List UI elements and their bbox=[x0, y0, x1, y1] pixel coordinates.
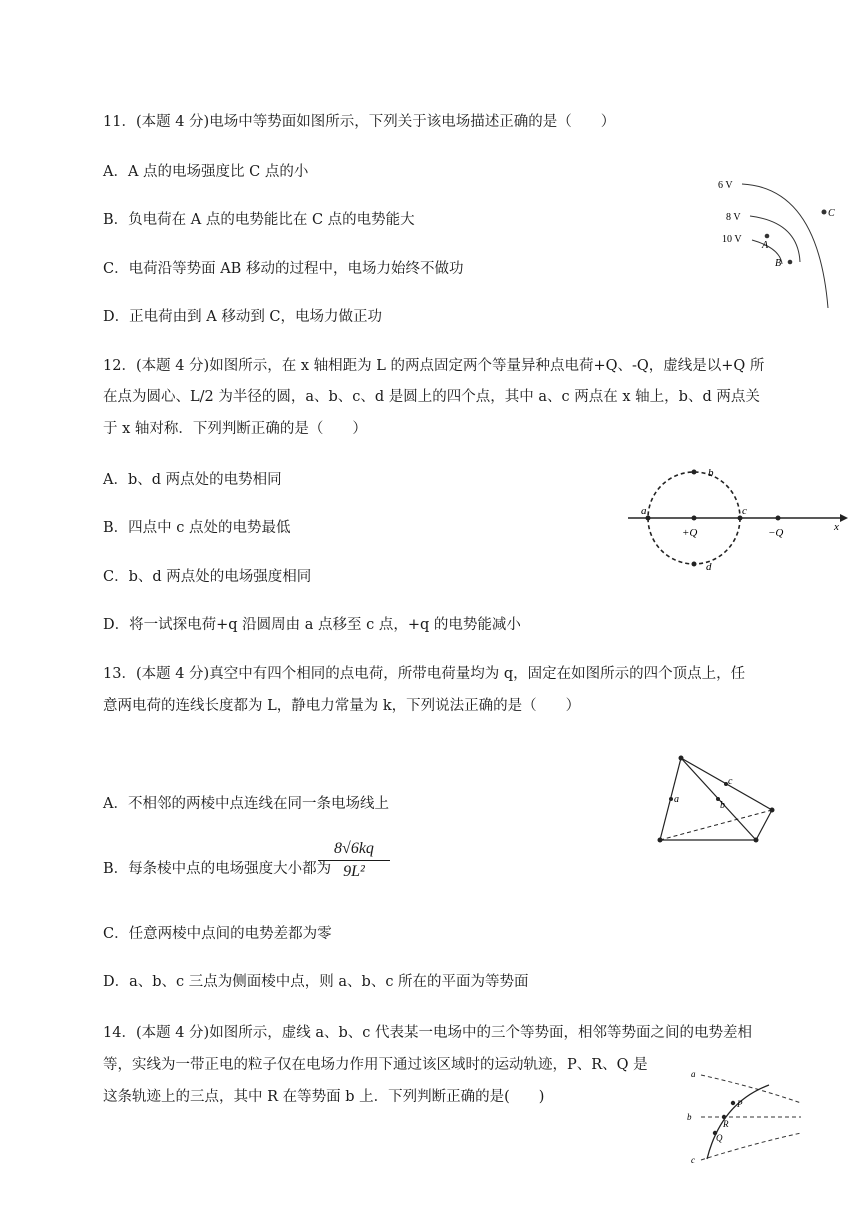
label-c: c bbox=[728, 776, 733, 787]
q13-option-b[interactable]: B．每条棱中点的电场强度大小都为 bbox=[103, 861, 332, 877]
point-b-dot bbox=[788, 260, 793, 265]
vertex-right-dot bbox=[754, 838, 759, 843]
q13-tetrahedron-figure bbox=[650, 752, 785, 852]
label-x-axis: x bbox=[834, 521, 839, 533]
q12-stem-line3: 于 x 轴对称．下列判断正确的是（ ） bbox=[103, 421, 367, 437]
q13-option-c[interactable]: C．任意两棱中点间的电势差都为零 bbox=[103, 926, 332, 942]
q11-stem: 11．(本题 4 分)电场中等势面如图所示，下列关于该电场描述正确的是（ ） bbox=[103, 114, 616, 130]
label-b: b bbox=[720, 800, 725, 811]
q14-stem-line2: 等，实线为一带正电的粒子仅在电场力作用下通过该区域时的运动轨迹，P、R、Q 是 bbox=[103, 1057, 648, 1073]
label-plus-q: +Q bbox=[682, 527, 698, 539]
vertex-left-dot bbox=[658, 838, 663, 843]
q12-option-a[interactable]: A．b、d 两点处的电势相同 bbox=[103, 472, 282, 488]
label-b: b bbox=[708, 467, 714, 479]
label-p: P bbox=[737, 1099, 743, 1109]
label-d: d bbox=[706, 561, 712, 573]
formula-numerator: 8√6kq bbox=[334, 840, 374, 857]
label-c: c bbox=[742, 505, 747, 517]
q12-stem-line1: 12．(本题 4 分)如图所示，在 x 轴相距为 L 的两点固定两个等量异种点电荷+Q、-Q，虚线是以+Q 所 bbox=[103, 358, 765, 374]
label-6v: 6 V bbox=[718, 180, 733, 191]
label-c: c bbox=[691, 1155, 695, 1165]
vertex-back-dot bbox=[770, 808, 775, 813]
q12-option-b[interactable]: B．四点中 c 点处的电势最低 bbox=[103, 520, 291, 536]
label-a: a bbox=[691, 1069, 696, 1079]
point-b-dot bbox=[692, 470, 697, 475]
label-a: a bbox=[674, 794, 679, 805]
vertex-top-dot bbox=[679, 756, 684, 761]
fraction-bar bbox=[318, 860, 390, 861]
label-10v: 10 V bbox=[722, 234, 742, 245]
q12-option-d[interactable]: D．将一试探电荷+q 沿圆周由 a 点移至 c 点，+q 的电势能减小 bbox=[103, 617, 521, 633]
label-b: B bbox=[775, 258, 782, 269]
q11-equipotential-figure bbox=[700, 170, 850, 310]
label-q: Q bbox=[716, 1133, 723, 1143]
label-minus-q: −Q bbox=[768, 527, 784, 539]
label-b: b bbox=[687, 1112, 692, 1122]
midpoint-a-dot bbox=[669, 797, 673, 801]
point-d-dot bbox=[692, 562, 697, 567]
charge-plus-q-dot bbox=[692, 516, 697, 521]
label-r: R bbox=[723, 1119, 729, 1129]
q12-stem-line2: 在点为圆心、L/2 为半径的圆，a、b、c、d 是圆上的四个点，其中 a、c 两点在 x 轴上，b、d 两点关 bbox=[103, 389, 760, 405]
point-p-dot bbox=[731, 1101, 735, 1105]
label-c: C bbox=[828, 208, 835, 219]
q11-option-b[interactable]: B．负电荷在 A 点的电势能比在 C 点的电势能大 bbox=[103, 212, 415, 228]
charge-minus-q-dot bbox=[776, 516, 781, 521]
q11-option-a[interactable]: A．A 点的电场强度比 C 点的小 bbox=[103, 164, 309, 180]
q13-stem-line1: 13．(本题 4 分)真空中有四个相同的点电荷，所带电荷量均为 q，固定在如图所示的四个顶点上，任 bbox=[103, 666, 746, 682]
q14-stem-line1: 14．(本题 4 分)如图所示，虚线 a、b、c 代表某一电场中的三个等势面，相邻等势面之间的电势差相 bbox=[103, 1025, 752, 1041]
q13-option-a[interactable]: A．不相邻的两棱中点连线在同一条电场线上 bbox=[103, 796, 389, 812]
label-a: a bbox=[641, 505, 647, 517]
q12-circle-charges-figure bbox=[622, 460, 850, 580]
point-a-dot bbox=[765, 234, 770, 239]
formula-denominator: 9L² bbox=[343, 863, 365, 880]
q13-formula bbox=[318, 840, 390, 881]
label-a: A bbox=[762, 240, 769, 251]
q12-option-c[interactable]: C．b、d 两点处的电场强度相同 bbox=[103, 569, 312, 585]
q13-stem-line2: 意两电荷的连线长度都为 L，静电力常量为 k，下列说法正确的是（ ） bbox=[103, 698, 581, 714]
q11-option-c[interactable]: C．电荷沿等势面 AB 移动的过程中，电场力始终不做功 bbox=[103, 261, 464, 277]
q14-stem-line3: 这条轨迹上的三点，其中 R 在等势面 b 上．下列判断正确的是( ) bbox=[103, 1089, 545, 1105]
point-c-dot bbox=[822, 210, 827, 215]
q13-option-d[interactable]: D．a、b、c 三点为侧面棱中点，则 a、b、c 所在的平面为等势面 bbox=[103, 974, 529, 990]
q11-option-d[interactable]: D．正电荷由到 A 移动到 C，电场力做正功 bbox=[103, 309, 383, 325]
label-8v: 8 V bbox=[726, 212, 741, 223]
q14-trajectory-figure bbox=[685, 1065, 805, 1165]
